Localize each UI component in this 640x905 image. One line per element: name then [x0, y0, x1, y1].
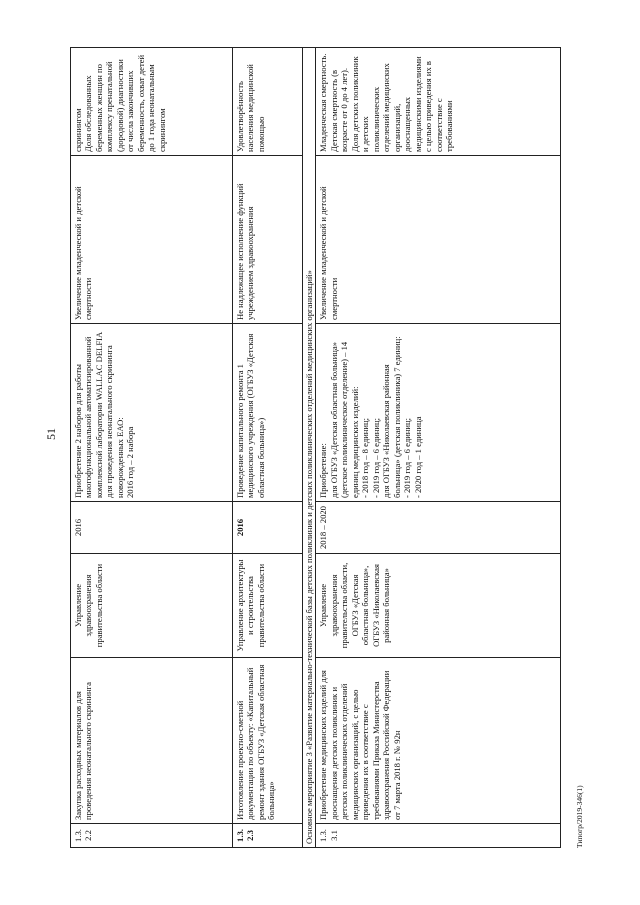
result-cell: Приобретение 2 наборов для работы многофункциональной автоматизированной комплексной лабораторни WALLAC DELFIA для проведения неонатального скрининга новорожденных ЕАО: 2016 год – 2 набора: [71, 324, 233, 502]
rotated-page: [70, 48, 595, 848]
measures-table: [70, 47, 561, 848]
risk-cell: Увеличение младенческой и детской смертности: [71, 156, 233, 324]
executor-cell: Управление здравоохранения правительства области: [71, 554, 233, 658]
row-number: 1.3.2.2: [71, 824, 233, 848]
indicator-cell: Удовлетворённость населения медицинской помощью: [233, 48, 303, 156]
activity-cell: Приобретение медицинских изделий для дооснащения детских поликлиник и детских поликлинических отделений медицинских организаций, с целью приведения их в соответствие с требованиями Приказа Министерства здравоохранения Российской Федерации от 7 марта 2018 г. № 92н: [316, 658, 561, 824]
result-cell: Проведение капитального ремонта 1 медицинского учреждения (ОГБУЗ «Детская областная больница»): [233, 324, 303, 502]
table-row: [233, 48, 303, 848]
executor-cell: Управление архитектуры и строительства правительства области: [233, 554, 303, 658]
result-cell: Приобретение: для ОГБУЗ «Детская областная больница» (детское поликлиническое отделение) – 14 единиц медицинских изделий: - 2018 год – 8 единиц; - 2019 год – 6 единиц; для ОГБУЗ «Николаевская районная больница» (детская поликлиника) 7 единиц: - 2019 год – 6 единиц; - 2020 год – 1 единица: [316, 324, 561, 502]
section-row: [303, 48, 316, 848]
page-number: 51: [44, 428, 58, 440]
activity-cell: Изготовление проектно-сметной документации по объекту: «Капитальный ремонт здания ОГБУЗ «Детская областная больница»: [233, 658, 303, 824]
risk-cell: Не надлежащее исполнение функций учреждением здравоохранения: [233, 156, 303, 324]
risk-cell: Увеличение младенческой и детской смертности: [316, 156, 561, 324]
row-number: 1.3.2.3: [233, 824, 303, 848]
indicator-cell: Младенческая смертность. Детская смертность (в возрасте от 0 до 4 лет). Доля детских поликлиник и детских поликлинических отделений медицинских организаций, дооснащенных медицинскими изделиями с целью приведения их в соответствие с требованиями: [316, 48, 561, 156]
period-cell: 2016: [233, 502, 303, 554]
period-cell: 2016: [71, 502, 233, 554]
table-row: [316, 48, 561, 848]
indicator-cell: скринингом Доля обследованных беременных женщин по комплексу пренатальной (дородовой) диагностики от числа закончивших беременность, охват детей до 1 года неонатальным скринингом: [71, 48, 233, 156]
footer-code: Типогр/2019-346(1): [575, 785, 584, 848]
row-number: 1.3.3.1: [316, 824, 561, 848]
period-cell: 2018 – 2020: [316, 502, 561, 554]
section-heading: Основное мероприятие 3 «Развитие материально-технической базы детских поликлиник и детских поликлинических отделений медицинских организаций»: [303, 48, 316, 848]
table-row: [71, 48, 233, 848]
activity-cell: Закупка расходных материалов для проведения неонатального скрининга: [71, 658, 233, 824]
executor-cell: Управление здравоохранения правительства области, ОГБУЗ «Детская областная больница», ОГБУЗ «Николаевская районная больница»: [316, 554, 561, 658]
